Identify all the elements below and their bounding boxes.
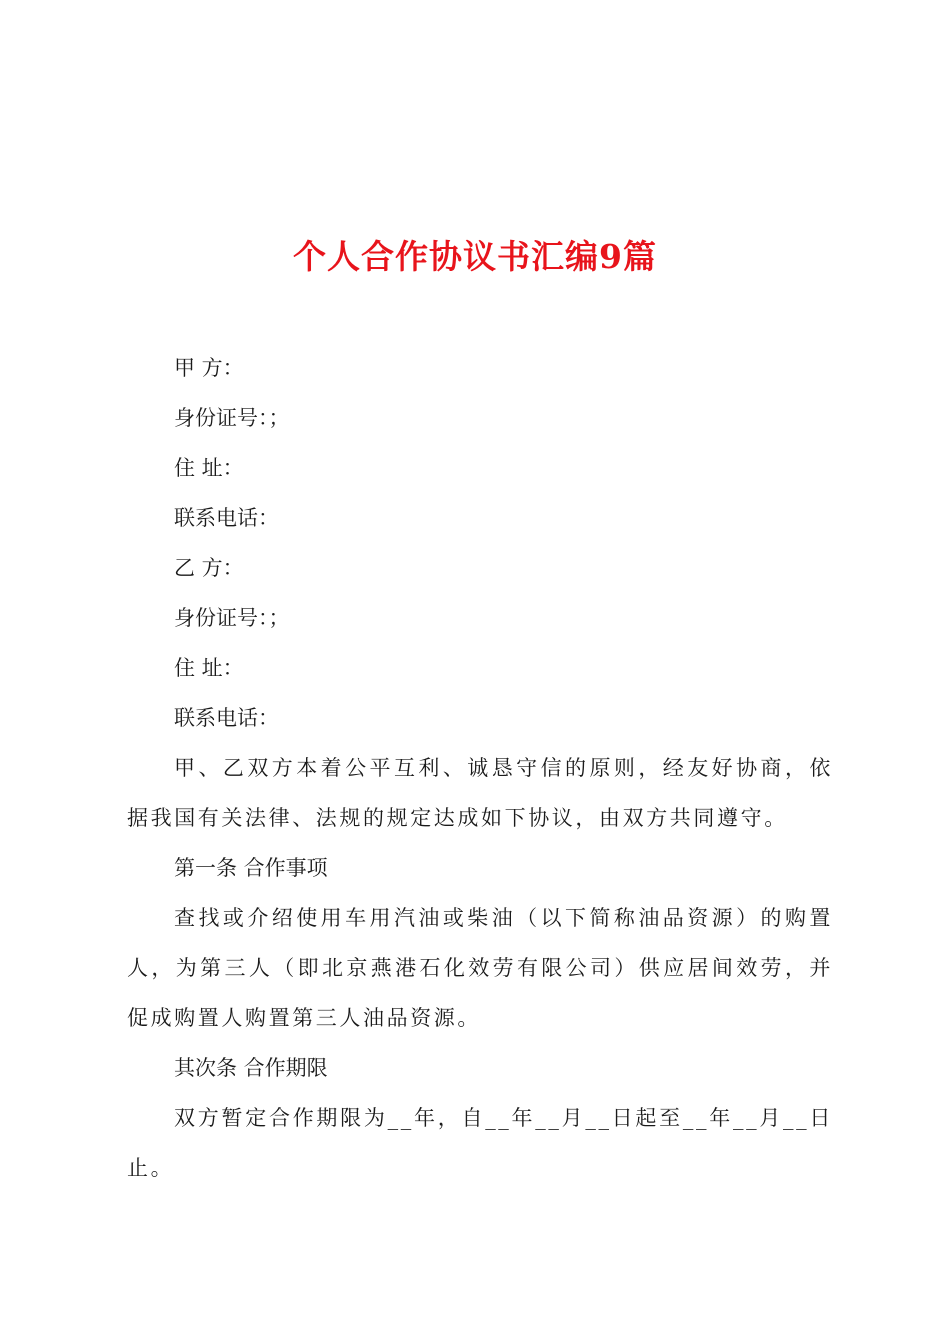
document-body xyxy=(127,343,833,1193)
party-b-label: 乙 方： xyxy=(174,556,244,580)
article-1-heading: 第一条 合作事项 xyxy=(174,856,328,880)
party-b-phone: 联系电话： xyxy=(174,706,279,730)
party-a-label: 甲 方： xyxy=(174,356,244,380)
party-a-phone: 联系电话： xyxy=(174,506,279,530)
party-a-address: 住 址： xyxy=(174,456,244,480)
party-b-id-number: 身份证号：； xyxy=(174,606,290,630)
article-2-body: 双方暂定合作期限为__年，自__年__月__日起至__年__月__日止。 xyxy=(127,1106,833,1180)
document-title: 个人合作协议书汇编9篇 xyxy=(293,237,657,277)
intro-paragraph: 甲、乙双方本着公平互利、诚恳守信的原则，经友好协商，依据我国有关法律、法规的规定达成如下协议，由双方共同遵守。 xyxy=(127,756,833,830)
article-1-body: 查找或介绍使用车用汽油或柴油（以下简称油品资源）的购置人，为第三人（即北京燕港石化效劳有限公司）供应居间效劳，并促成购置人购置第三人油品资源。 xyxy=(127,906,833,1030)
party-b-address: 住 址： xyxy=(174,656,244,680)
party-a-id-number: 身份证号：； xyxy=(174,406,290,430)
article-2-heading: 其次条 合作期限 xyxy=(174,1056,328,1080)
